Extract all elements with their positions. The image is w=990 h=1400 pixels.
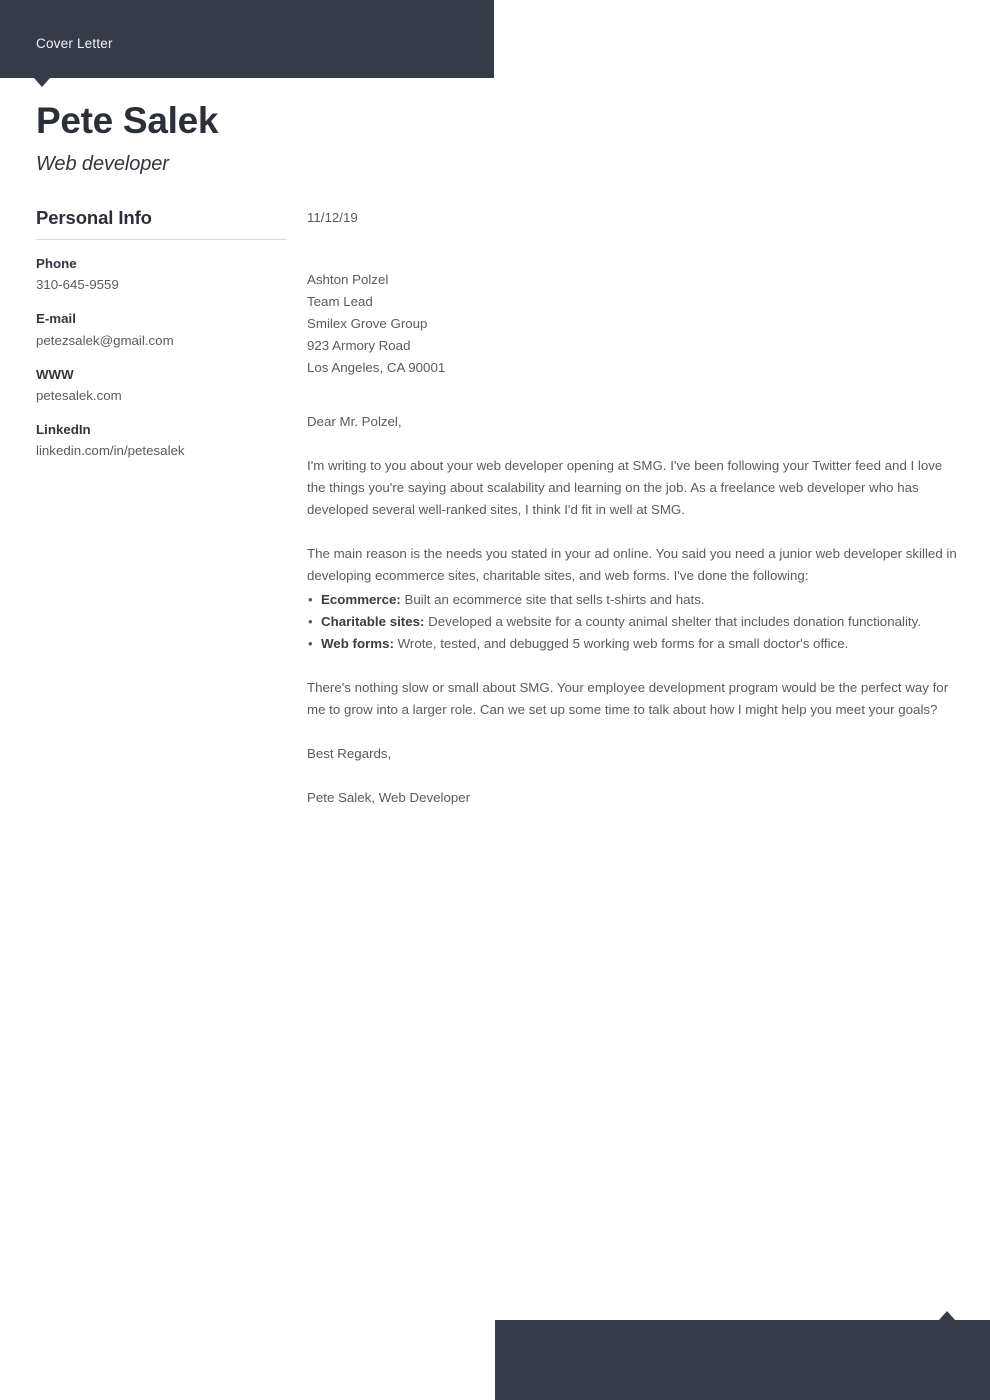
list-item [307, 589, 957, 611]
recipient-city-state-zip: Los Angeles, CA 90001 [307, 359, 446, 375]
list-item [307, 611, 957, 633]
info-value-email[interactable]: petezsalek@gmail.com [36, 332, 174, 348]
letter-salutation: Dear Mr. Polzel, [307, 413, 402, 429]
letter-paragraph-1: I'm writing to you about your web developer opening at SMG. I've been following your Twitter feed and I love the things you're saying about scalability and learning on the job. As a freelance web developer who has developed several well-ranked sites, I think I'd fit in well at SMG. [307, 457, 943, 517]
letter-body [307, 208, 957, 809]
info-label-linkedin: LinkedIn [36, 421, 91, 437]
list-item-detail: Developed a website for a county animal shelter that includes donation functionality. [428, 613, 921, 629]
recipient-job-title: Team Lead [307, 293, 373, 309]
letter-closing: Best Regards, [307, 745, 392, 761]
page-title: Pete Salek [36, 100, 219, 141]
info-group-phone [36, 254, 288, 295]
recipient-name: Ashton Polzel [307, 271, 389, 287]
achievement-list [307, 589, 957, 655]
list-item-term: Ecommerce: [321, 591, 401, 607]
recipient-address-block [307, 269, 957, 379]
info-label-phone: Phone [36, 256, 77, 272]
info-group-linkedin [36, 420, 288, 461]
letter-paragraph-3: There's nothing slow or small about SMG. Your employee development program would be the perfect way for me to grow into a larger role. Can we set up some time to talk about how I might help you meet your goals? [307, 679, 949, 717]
info-value-www[interactable]: petesalek.com [36, 387, 122, 403]
list-item-detail: Built an ecommerce site that sells t-shirts and hats. [404, 591, 705, 607]
info-value-phone: 310-645-9559 [36, 277, 119, 293]
document-footer-bar [495, 1320, 990, 1400]
sidebar-divider [36, 239, 287, 240]
footer-notch-triangle-icon [939, 1311, 955, 1320]
personal-info-heading: Personal Info [36, 207, 152, 228]
personal-info-sidebar [36, 206, 288, 461]
list-item-detail: Wrote, tested, and debugged 5 working web forms for a small doctor's office. [397, 635, 849, 651]
info-label-www: WWW [36, 366, 74, 382]
info-group-www [36, 365, 288, 406]
letter-date: 11/12/19 [307, 210, 358, 225]
document-header-bar [0, 0, 494, 78]
recipient-company: Smilex Grove Group [307, 315, 428, 331]
letter-paragraph-2: The main reason is the needs you stated in your ad online. You said you need a junior web developer skilled in developing ecommerce sites, charitable sites, and web forms. I've done the following: [307, 545, 957, 583]
list-item-term: Charitable sites: [321, 613, 425, 629]
recipient-street: 923 Armory Road [307, 337, 411, 353]
list-item-term: Web forms: [321, 635, 394, 651]
letter-signature: Pete Salek, Web Developer [307, 789, 471, 805]
info-label-email: E-mail [36, 311, 76, 327]
info-group-email [36, 309, 288, 350]
header-notch-triangle-icon [34, 78, 50, 87]
list-item [307, 633, 957, 655]
info-value-linkedin[interactable]: linkedin.com/in/petesalek [36, 443, 185, 458]
document-kind-label: Cover Letter [36, 36, 113, 51]
name-block [36, 100, 466, 176]
job-title: Web developer [36, 153, 169, 176]
